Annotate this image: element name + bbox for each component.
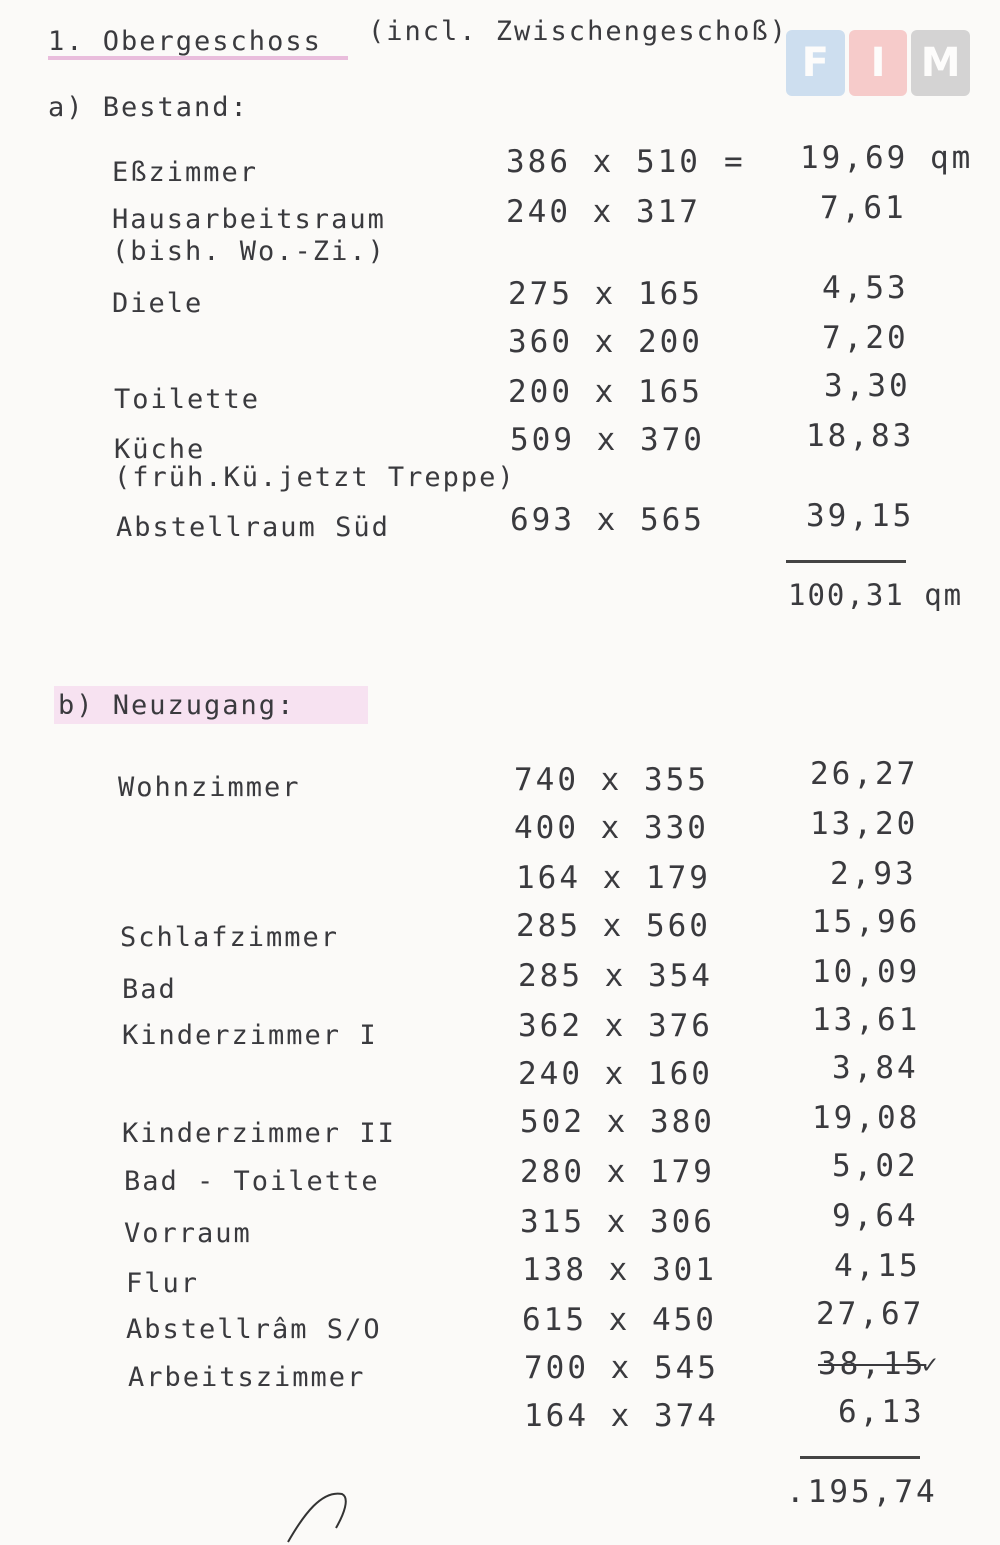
page-title: 1. Obergeschoss bbox=[48, 26, 322, 57]
equals-sign: = bbox=[724, 144, 746, 180]
page-subtitle: (incl. Zwischengeschoß) bbox=[368, 16, 788, 47]
room-name: Abstellraum Süd bbox=[116, 512, 390, 543]
room-dims: 240 x 160 bbox=[518, 1056, 713, 1092]
room-name-note: (bish. Wo.-Zi.) bbox=[112, 236, 386, 267]
room-area: 4,15 bbox=[834, 1248, 921, 1284]
room-area: 13,20 bbox=[810, 806, 919, 842]
room-name: Arbeitszimmer bbox=[128, 1362, 366, 1393]
room-name: Hausarbeitsraum bbox=[112, 204, 386, 235]
room-area: 10,09 bbox=[812, 954, 921, 990]
room-area: 39,15 bbox=[806, 498, 915, 534]
section-b-total: .195,74 bbox=[786, 1474, 938, 1510]
room-area: 6,13 bbox=[838, 1394, 925, 1430]
fim-logo bbox=[786, 30, 970, 96]
room-area-struck: 38,15 bbox=[818, 1346, 927, 1382]
room-name: Schlafzimmer bbox=[120, 922, 340, 953]
room-area: 19,69 qm bbox=[800, 140, 974, 176]
section-a-label: a) Bestand: bbox=[48, 92, 249, 123]
room-area: 9,64 bbox=[832, 1198, 919, 1234]
room-dims: 700 x 545 bbox=[524, 1350, 719, 1386]
room-dims: 360 x 200 bbox=[508, 324, 703, 360]
room-area: 15,96 bbox=[812, 904, 921, 940]
room-area: 13,61 bbox=[812, 1002, 921, 1038]
room-name: Bad bbox=[122, 974, 177, 1005]
logo-letter-i: I bbox=[849, 30, 908, 96]
room-area: 27,67 bbox=[816, 1296, 925, 1332]
room-dims: 138 x 301 bbox=[522, 1252, 717, 1288]
room-area: 26,27 bbox=[810, 756, 919, 792]
room-dims: 386 x 510 bbox=[506, 144, 701, 180]
room-name: Küche bbox=[114, 434, 206, 465]
room-area: 18,83 bbox=[806, 418, 915, 454]
room-area: 5,02 bbox=[832, 1148, 919, 1184]
section-a-total: 100,31 qm bbox=[788, 578, 964, 612]
room-area: 3,84 bbox=[832, 1050, 919, 1086]
room-dims: 315 x 306 bbox=[520, 1204, 715, 1240]
room-dims: 280 x 179 bbox=[520, 1154, 715, 1190]
room-name: Eßzimmer bbox=[112, 157, 259, 188]
room-area: 3,30 bbox=[824, 368, 911, 404]
room-area: 7,20 bbox=[822, 320, 909, 356]
sum-rule bbox=[786, 560, 906, 563]
room-dims: 362 x 376 bbox=[518, 1008, 713, 1044]
signature-stroke bbox=[270, 1480, 390, 1545]
room-dims: 164 x 179 bbox=[516, 860, 711, 896]
section-b-label: b) Neuzugang: bbox=[58, 690, 296, 721]
room-area: 7,61 bbox=[820, 190, 907, 226]
room-dims: 285 x 354 bbox=[518, 958, 713, 994]
room-area: 4,53 bbox=[822, 270, 909, 306]
room-name: Abstellrâm S/O bbox=[126, 1314, 382, 1345]
room-dims: 240 x 317 bbox=[506, 194, 701, 230]
room-dims: 275 x 165 bbox=[508, 276, 703, 312]
room-dims: 693 x 565 bbox=[510, 502, 705, 538]
room-name: Toilette bbox=[114, 384, 261, 415]
room-dims: 740 x 355 bbox=[514, 762, 709, 798]
room-dims: 615 x 450 bbox=[522, 1302, 717, 1338]
room-dims: 200 x 165 bbox=[508, 374, 703, 410]
sum-rule bbox=[800, 1456, 920, 1459]
logo-letter-f: F bbox=[786, 30, 845, 96]
room-name: Flur bbox=[126, 1268, 200, 1299]
room-name: Bad - Toilette bbox=[124, 1166, 380, 1197]
room-name: Kinderzimmer II bbox=[122, 1118, 396, 1149]
room-name-note: (früh.Kü.jetzt Treppe) bbox=[114, 462, 516, 493]
room-name: Kinderzimmer I bbox=[122, 1020, 378, 1051]
room-area: 19,08 bbox=[812, 1100, 921, 1136]
room-name: Vorraum bbox=[124, 1218, 252, 1249]
room-dims: 509 x 370 bbox=[510, 422, 705, 458]
logo-letter-m: M bbox=[911, 30, 970, 96]
room-name: Diele bbox=[112, 288, 204, 319]
room-area: 2,93 bbox=[830, 856, 917, 892]
room-dims: 164 x 374 bbox=[524, 1398, 719, 1434]
room-name: Wohnzimmer bbox=[118, 772, 301, 803]
room-dims: 285 x 560 bbox=[516, 908, 711, 944]
check-mark: ✓ bbox=[922, 1350, 938, 1380]
room-dims: 502 x 380 bbox=[520, 1104, 715, 1140]
room-dims: 400 x 330 bbox=[514, 810, 709, 846]
